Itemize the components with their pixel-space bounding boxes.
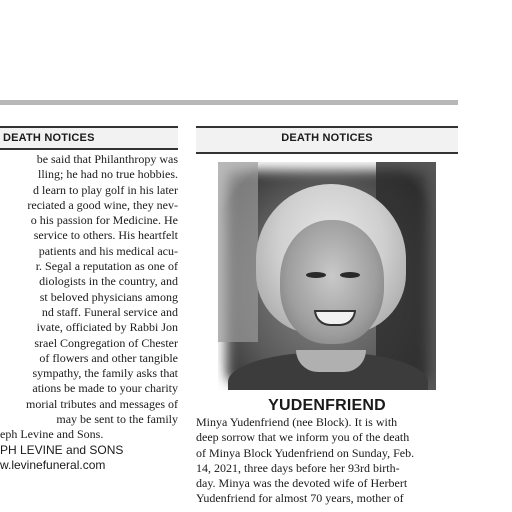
text-line: of Minya Block Yudenfriend on Sunday, Feb. (196, 445, 415, 460)
top-divider-rule (0, 100, 458, 105)
text-line: diologists in the country, and (39, 274, 178, 289)
text-line: of flowers and other tangible (39, 350, 178, 365)
text-line: r. Segal a reputation as one of (35, 259, 178, 274)
text-line: be said that Philanthropy was (36, 152, 178, 166)
text-line: lling; he had no true hobbies. (38, 167, 178, 182)
text-line: may be sent to the family (56, 412, 178, 427)
text-line: o his passion for Medicine. He (30, 213, 178, 228)
text-line: eph Levine and Sons. (0, 427, 104, 442)
text-line: srael Congregation of Chester (34, 335, 178, 350)
photo-background-left (218, 162, 258, 342)
portrait-collar (296, 350, 366, 372)
text-line: ivate, officiated by Rabbi Jon (36, 320, 178, 335)
text-line: day. Minya was the devoted wife of Herbert (196, 476, 408, 491)
text-line: nd staff. Funeral service and (41, 304, 178, 319)
text-line: service to others. His heartfelt (33, 228, 178, 243)
right-column-header: DEATH NOTICES (196, 126, 458, 154)
text-line: morial tributes and messages of (26, 396, 178, 411)
text-line: 14, 2021, three days before her 93rd birth- (196, 460, 400, 475)
text-line: reciated a good wine, they nev- (27, 197, 178, 212)
text-line: d learn to play golf in his later (33, 182, 178, 197)
funeral-home-name: PH LEVINE and SONS (0, 442, 124, 457)
left-column-text (0, 152, 178, 473)
left-column-header: DEATH NOTICES (0, 126, 178, 150)
notice-body-text (196, 415, 461, 507)
funeral-home-website: w.levinefuneral.com (0, 457, 106, 472)
deceased-name-heading: YUDENFRIEND (268, 397, 386, 414)
text-line: Yudenfriend for almost 70 years, mother of (196, 491, 404, 506)
text-line: Minya Yudenfriend (nee Block). It is with (196, 415, 398, 429)
text-line: deep sorrow that we inform you of the death (196, 430, 410, 445)
portrait-eye-right (340, 272, 360, 278)
portrait-eye-left (306, 272, 326, 278)
text-line: ations be made to your charity (32, 381, 178, 396)
obituary-portrait-photo (218, 162, 436, 390)
text-line: sympathy, the family asks that (32, 366, 178, 381)
text-line: st beloved physicians among (39, 289, 178, 304)
text-line: patients and his medical acu- (38, 243, 178, 258)
